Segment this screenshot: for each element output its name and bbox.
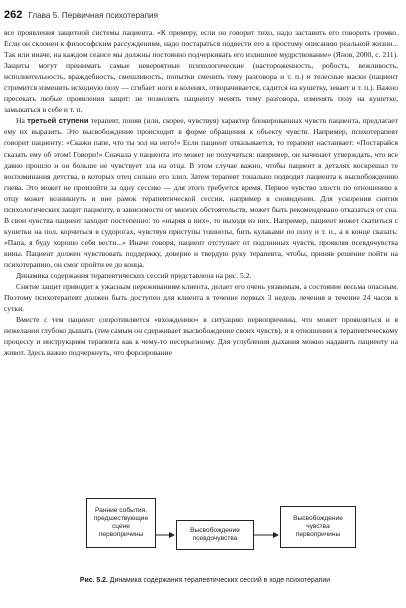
figure-diagram <box>0 494 406 578</box>
paragraph: Динамика содержания терапевтических сессий представлена на рис. 5.2. <box>16 271 252 281</box>
figure-caption <box>40 576 370 585</box>
page-number: 262 <box>4 9 23 21</box>
box-label: Высвобождение псевдочувства <box>190 527 240 542</box>
paragraph: Вместе с тем пациент сопротивляется «вхождению» в ситуацию первопричины, что может проявляться и в нежелании глубоко дышать (тем самым он сдерживает высвобождение своих чувств), и в отношении к терапевтическому процессу и инструкциям терапевта как к чему-то несерьезному. Для углубления дыхания можно надавить пациенту на живот. Здесь важно подчеркнуть, что форсирование <box>4 315 398 358</box>
paragraph: все проявления защитной системы пациента. «К примеру, если он говорит тихо, надо заставить его говорить громко. Если он склонен к философским рассуждениям, надо постараться подвести его к простому описанию реальной жизни... Так или иначе, на каждом сеансе мы должны постоянно подчеркивать его излишнее мудрствование» (Янов, 2000, с. 211). Защиты могут принимать самые невероятные психологические (настороженность, робость, вежливость, исполнительность, враждебность, смешливость, попытки сменить тему разговора и т. п.) и телесные маски (пациент стремится изменить исходную позу — сгибает ноги в коленях, отворачивается, садится на кушетку, зевает и т. п.). Важно пресекать любые проявления защит: не позволять пациенту менять тему разговора, изменять позу на кушетке, замыкаться в себе и т. п. <box>4 28 398 115</box>
diagram-box-early-events <box>86 498 156 548</box>
paragraph-rest: терапевт, поняв (или, скорее, чувствуя) характер блокированных чувств пациента, предлагает ему их выразить. Это высвобождение происходит в форме обращения к объекту чувств. Например, психотерапевт говорит пациенту: «Скажи папе, что ты зол на него!» Если пациент отказывается, то терапевт настаивает: «Постарайся сказать ему об этом! Говори!» Сначала у пациента это может не получаться: например, он начинает утверждать, что все давно прошло и он больше не чувствует зла на отца. В этом случае важно, чтобы пациент в деталях воскрешал те воспоминания детства, в которых отец сильно его злил. Затем терапевт тонально подводит пациента к высвобождению гнева. Это может не произойти за одну сессию — для этого требуется время. Первое чувство злости по отношению к отцу может возникнуть и вне рамок терапевтической сессии, например в сновидении. Для ускорения снятия психологических защит пациенту, в зависимости от многих обстоятельств, может быть рекомендовано отказаться от сна. В свои чувства пациент заходит постепенно: то «ныряя в них», то выходя из них. Например, пациент может скатиться с кушетки на пол, корчиться в судорогах, чувствуя приступы тошноты, бить кулаками по полу и т. п., а в конце сказать: «Папа, я буду хорошо себя вести...» Иначе говоря, пациент отступает от подлинных чувств, проявляя псевдочувства вины. Пациент должен чувствовать поддержку, доверие и твердую руку терапевта, чтобы, приняв решение пойти на психотерапию, он смог пройти ее до конца. <box>4 116 398 269</box>
box-label: Высвобождение чувства первопричины <box>293 515 343 538</box>
box-label: Ранние события, предшествующие сцене первопричины <box>93 507 149 538</box>
paragraph: Снятие защит приводит к ужасным переживаниям клиента, делает его очень уязвимым, а состояние весьма опасным. Поэтому психотерапевт должен быть доступен для клиента в течение первых 3 недель лечения в течение 24 часов в сутки. <box>4 282 398 314</box>
caption-label: Рис. 5.2. <box>79 577 108 584</box>
paragraph <box>4 115 398 270</box>
diagram-box-pseudofeeling <box>176 520 254 550</box>
caption-text: Динамика содержания терапевтических сессий в ходе психотерапии <box>107 577 331 584</box>
bold-term: третьей ступени <box>27 116 89 126</box>
page-header <box>4 6 402 24</box>
chapter-title: Глава 5. Первичная психотерапия <box>28 10 159 20</box>
diagram-box-primal-feeling <box>280 506 356 548</box>
paragraph-lead: На <box>16 116 28 126</box>
main-text <box>4 27 398 358</box>
